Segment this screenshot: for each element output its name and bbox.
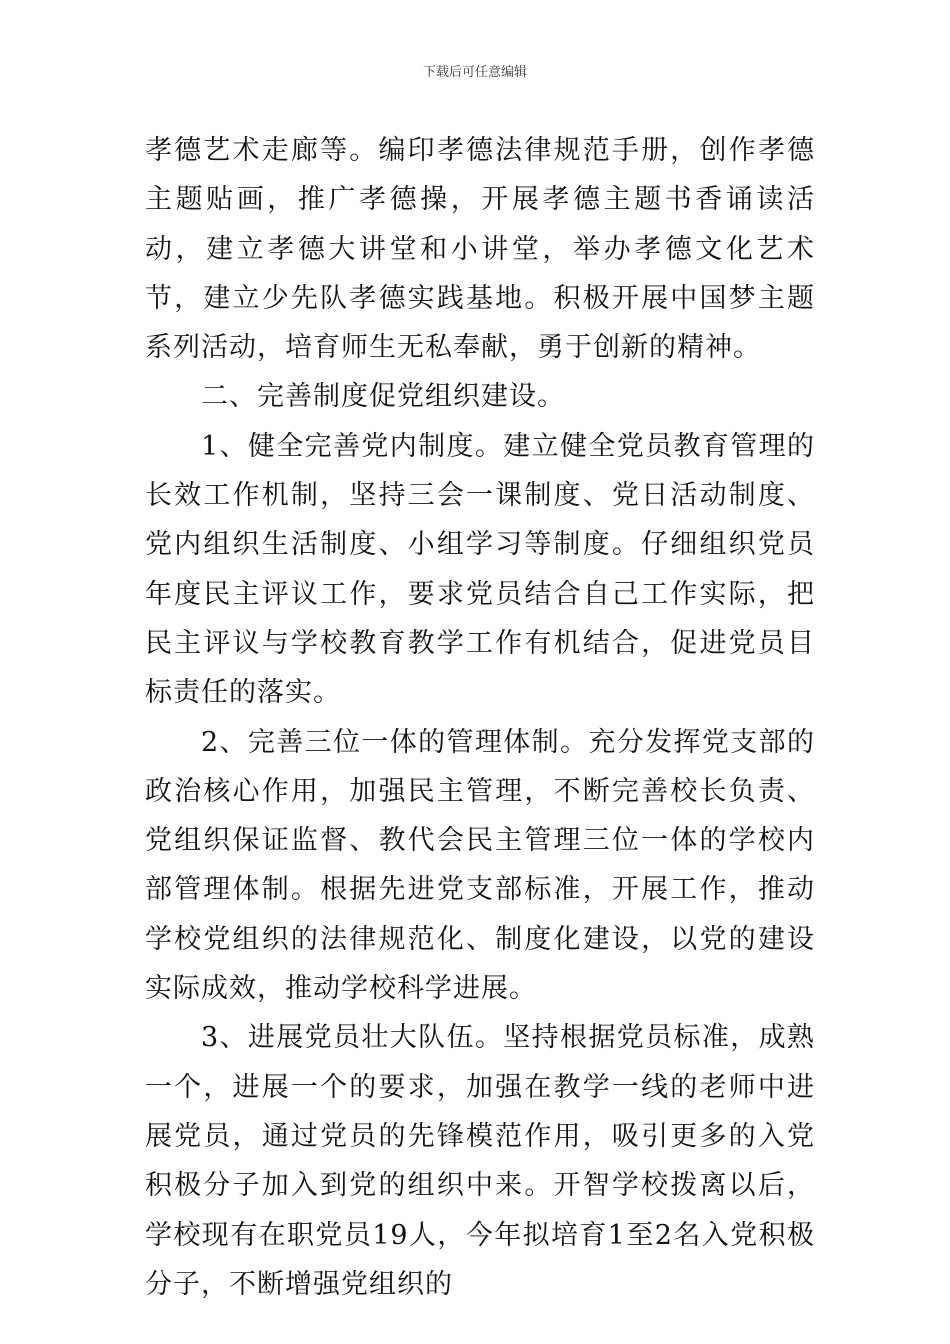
paragraph-continued: 孝德艺术走廊等。编印孝德法律规范手册，创作孝德主题贴画，推广孝德操，开展孝德主题书香诵读活动，建立孝德大讲堂和小讲堂，举办孝德文化艺术节，建立少先队孝德实践基地。积极开展中国梦主题系列活动，培育师生无私奉献，勇于创新的精神。	[145, 135, 815, 364]
document-body	[145, 126, 815, 1309]
section-heading: 二、完善制度促党组织建设。	[201, 381, 565, 413]
paragraph-item-3: 3、进展党员壮大队伍。坚持根据党员标准，成熟一个，进展一个的要求，加强在教学一线的老师中进展党员，通过党员的先锋模范作用，吸引更多的入党积极分子加入到党的组织中来。开智学校拨离以后，学校现有在职党员19人，今年拟培育1至2名入党积极分子，不断增强党组织的	[145, 1022, 815, 1300]
paragraph-item-2: 2、完善三位一体的管理体制。充分发挥党支部的政治核心作用，加强民主管理，不断完善校长负责、党组织保证监督、教代会民主管理三位一体的学校内部管理体制。根据先进党支部标准，开展工作，推动学校党组织的法律规范化、制度化建设，以党的建设实际成效，推动学校科学进展。	[145, 726, 815, 1005]
page-header: 下载后可任意编辑	[422, 65, 527, 80]
paragraph-item-1: 1、健全完善党内制度。建立健全党员教育管理的长效工作机制，坚持三会一课制度、党日活动制度、党内组织生活制度、小组学习等制度。仔细组织党员年度民主评议工作，要求党员结合自己工作实际，把民主评议与学校教育教学工作有机结合，促进党员目标责任的落实。	[145, 430, 815, 709]
